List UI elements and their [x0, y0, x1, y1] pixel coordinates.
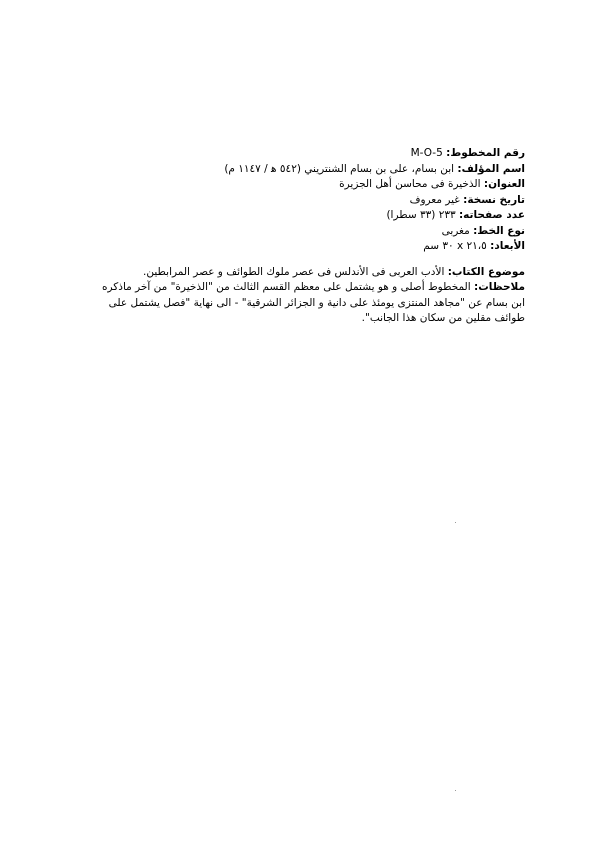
- manuscript-number-field: [85, 146, 525, 162]
- section-spacer: [85, 255, 525, 265]
- field-value: ابن بسام، على بن بسام الشنتريني (٥٤٢ ﻫ / ١١٤٧ م): [224, 162, 455, 175]
- field-label: الأبعاد:: [490, 240, 525, 252]
- field-value: ٢١،٥ x ٣٠ سم: [423, 240, 487, 252]
- scan-speck: [455, 790, 456, 791]
- subject-field: [85, 265, 525, 281]
- field-label: موضوع الكتاب:: [447, 265, 525, 278]
- title-field: [85, 177, 525, 193]
- field-label: عدد صفحاته:: [458, 209, 525, 221]
- manuscript-catalog-record: [85, 146, 525, 327]
- page-count-field: [85, 208, 525, 224]
- field-label: ملاحظات:: [474, 281, 525, 293]
- notes-field: [85, 280, 525, 327]
- copy-date-field: [85, 193, 525, 209]
- field-value: المخطوط أصلى و هو يشتمل على معظم القسم الثالث من "الذخيرة" من آخر ماذكره ابن بسام عن "مجاهد المنتزى يومئذ على دانية و الجزائر الشرقية" - الى نهاية "فصل يشتمل على طوائف مقلين من سكان هذا الجانب".: [101, 281, 525, 324]
- field-value: الأدب العربى فى الأندلس فى عصر ملوك الطوائف و عصر المرابطين.: [143, 265, 445, 278]
- field-value: غير معروف: [409, 193, 460, 206]
- field-value: الذخيرة فى محاسن أهل الجزيرة: [339, 178, 481, 190]
- field-label: اسم المؤلف:: [457, 162, 525, 175]
- author-field: [85, 162, 525, 178]
- field-value: M-O-5: [410, 147, 443, 159]
- field-value: مغربى: [441, 224, 470, 237]
- scan-speck: [455, 522, 456, 523]
- field-value: ٢٣٣ (٣٣ سطرا): [386, 209, 456, 221]
- field-label: تاريخ نسخة:: [463, 193, 525, 206]
- field-label: العنوان:: [483, 178, 525, 190]
- field-label: رقم المخطوط:: [446, 147, 525, 159]
- script-type-field: [85, 224, 525, 240]
- dimensions-field: [85, 239, 525, 255]
- field-label: نوع الخط:: [473, 224, 525, 237]
